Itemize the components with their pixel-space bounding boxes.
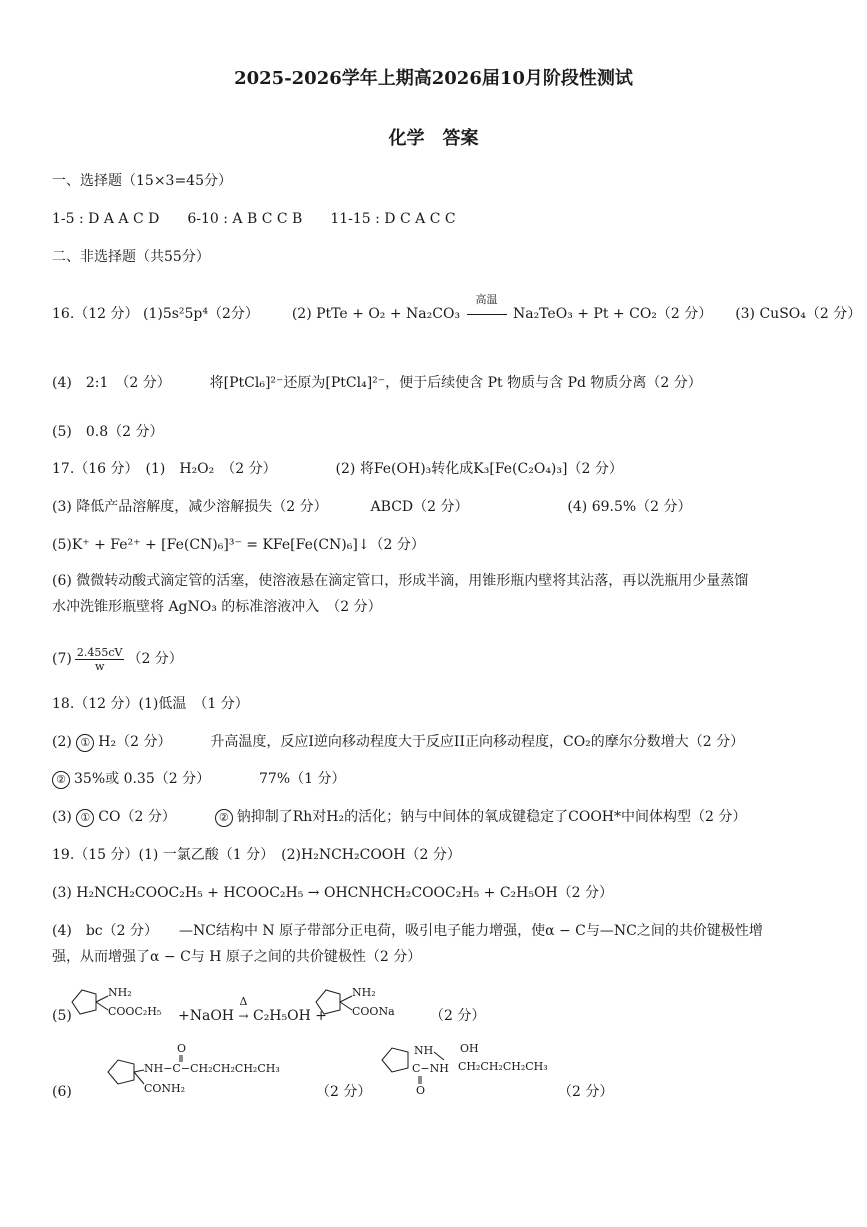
q18-circle-1: ① [76, 734, 94, 752]
q18-circle-3: ① [76, 809, 94, 827]
q18-circle-4: ② [215, 809, 233, 827]
q17-part-7-fraction [75, 646, 125, 673]
q18-part-2-1: H₂（2 分） [98, 734, 172, 750]
q19-part-5-reagents [178, 995, 327, 1025]
q18-part-2-2: 35%或 0.35（2 分） [74, 771, 211, 787]
q16-part-1: (1)5s²5p⁴（2分） [142, 306, 259, 322]
q19-line-1: 19.（15 分）(1) 一氯乙酸（1 分） (2)H₂NCH₂COOH（2 分） [52, 847, 461, 863]
q16-part-4a: (4) 2:1 （2 分） [52, 375, 171, 391]
fraction-numerator: 2.455cV [76, 645, 123, 659]
q16-head: 16.（12 分） [52, 306, 139, 322]
q17-line-2 [52, 498, 692, 516]
q18-circle-2: ② [52, 771, 70, 789]
q19-part-6-label: (6) [52, 1084, 72, 1100]
q17-line-7 [52, 644, 183, 674]
q16-part-5: (5) 0.8（2 分） [52, 424, 164, 440]
struct-nh2: NH₂ [108, 986, 132, 999]
q18-part-3-1: CO（2 分） [98, 809, 176, 825]
q17-part-6-line-1: (6) 微微转动酸式滴定管的活塞，使溶液悬在滴定管口，形成半滴，用锥形瓶内壁将其沾落，再以洗瓶用少量蒸馏 [52, 573, 749, 589]
struct-oxygen: O [416, 1084, 426, 1097]
struct-conh2: CONH₂ [144, 1082, 186, 1095]
q17-part-7-label: (7) [52, 651, 72, 667]
q18-part-1: 18.（12 分）(1)低温 （1 分） [52, 696, 249, 712]
q18-line-4 [52, 808, 746, 827]
isomer-structure-2 [378, 1038, 558, 1100]
q17-line-1 [52, 460, 623, 478]
q16-line-4 [52, 374, 702, 392]
q18-part-3-label: (3) [52, 809, 72, 825]
q18-part-2-label: (2) [52, 734, 72, 750]
struct-oh: OH [460, 1042, 479, 1055]
reactant-structure [68, 982, 178, 1030]
q18-part-3-2: 钠抑制了Rh对H₂的活化；钠与中间体的氧成键稳定了COOH*中间体构型（2 分） [236, 809, 747, 825]
struct-nh2: NH₂ [352, 986, 376, 999]
q18-line-2 [52, 733, 744, 752]
heat-arrow: Δ → [238, 995, 249, 1023]
q17-part-2: (2) 将Fe(OH)₃转化成K₃[Fe(C₂O₄)₃]（2 分） [335, 461, 623, 477]
q17-part-1: 17.（16 分） (1) H₂O₂ （2 分） [52, 461, 277, 477]
q19-part-4-line-2: 强，从而增强了α − C与 H 原子之间的共价键极性（2 分） [52, 949, 422, 965]
q19-part-4-line-1: (4) bc（2 分） —NC结构中 N 原子带部分正电荷，吸引电子能力增强，使α − C与—NC之间的共价键极性增 [52, 923, 763, 939]
q18-part-2-1-reason: 升高温度，反应I逆向移动程度大于反应II正向移动程度，CO₂的摩尔分数增大（2 分） [210, 734, 745, 750]
product-structure [312, 982, 412, 1030]
q18-line-3 [52, 770, 346, 789]
reaction-condition: 高温 [465, 305, 509, 323]
q17-part-3-choices: ABCD（2 分） [370, 499, 469, 515]
fraction-denominator: w [94, 659, 105, 673]
q19-part-6-points-1: （2 分） [316, 1084, 372, 1100]
isomer-structure-1 [104, 1040, 304, 1100]
q17-part-3: (3) 降低产品溶解度，减少溶解损失（2 分） [52, 499, 328, 515]
page-title: 2025-2026学年上期高2026届10月阶段性测试 [234, 68, 633, 89]
q17-part-7-points: （2 分） [127, 651, 183, 667]
ethanol: C₂H₅OH + [252, 1008, 327, 1024]
q16-part-2-reactants: (2) PtTe + O₂ + Na₂CO₃ [291, 306, 461, 322]
section-1-heading: 一、选择题（15×3=45分） [52, 173, 232, 189]
q19-part-5-points: （2 分） [430, 1008, 486, 1024]
q16-line-1 [52, 293, 862, 323]
page-subtitle: 化学 答案 [388, 128, 479, 149]
q17-part-6-line-2: 水冲洗锥形瓶壁将 AgNO₃ 的标准溶液冲入 （2 分） [52, 599, 382, 615]
struct-cooc2h5: COOC₂H₅ [108, 1005, 162, 1018]
q16-part-2-products: Na₂TeO₃ + Pt + CO₂（2 分） [512, 306, 713, 322]
struct-oxygen: O [177, 1042, 187, 1055]
struct-amide-chain: NH−C−CH₂CH₂CH₂CH₃ [144, 1062, 280, 1075]
q16-part-4b: 将[PtCl₆]²⁻还原为[PtCl₄]²⁻，便于后续使含 Pt 物质与含 Pd 物质分离（2 分） [209, 375, 702, 391]
struct-c-nh: C−NH [412, 1062, 449, 1075]
q19-part-6-points-2: （2 分） [558, 1084, 614, 1100]
q19-part-5-label: (5) [52, 1008, 72, 1024]
naoh: +NaOH [178, 1008, 235, 1024]
struct-nh-top: NH [414, 1044, 434, 1057]
mc-answers: 1-5 : D A A C D 6-10 : A B C C B 11-15 : D C A C C [52, 211, 456, 227]
q16-part-3: (3) CuSO₄（2 分） [735, 306, 862, 322]
section-2-heading: 二、非选择题（共55分） [52, 249, 210, 265]
q17-part-4: (4) 69.5%（2 分） [567, 499, 692, 515]
struct-coona: COONa [352, 1005, 395, 1018]
struct-butyl: CH₂CH₂CH₂CH₃ [458, 1060, 548, 1073]
q17-part-5: (5)K⁺ + Fe²⁺ + [Fe(CN)₆]³⁻ = KFe[Fe(CN)₆]↓（2 分） [52, 537, 425, 553]
q19-part-3: (3) H₂NCH₂COOC₂H₅ + HCOOC₂H₅ → OHCNHCH₂COOC₂H₅ + C₂H₅OH（2 分） [52, 885, 614, 901]
q18-part-2-2b: 77%（1 分） [259, 771, 346, 787]
